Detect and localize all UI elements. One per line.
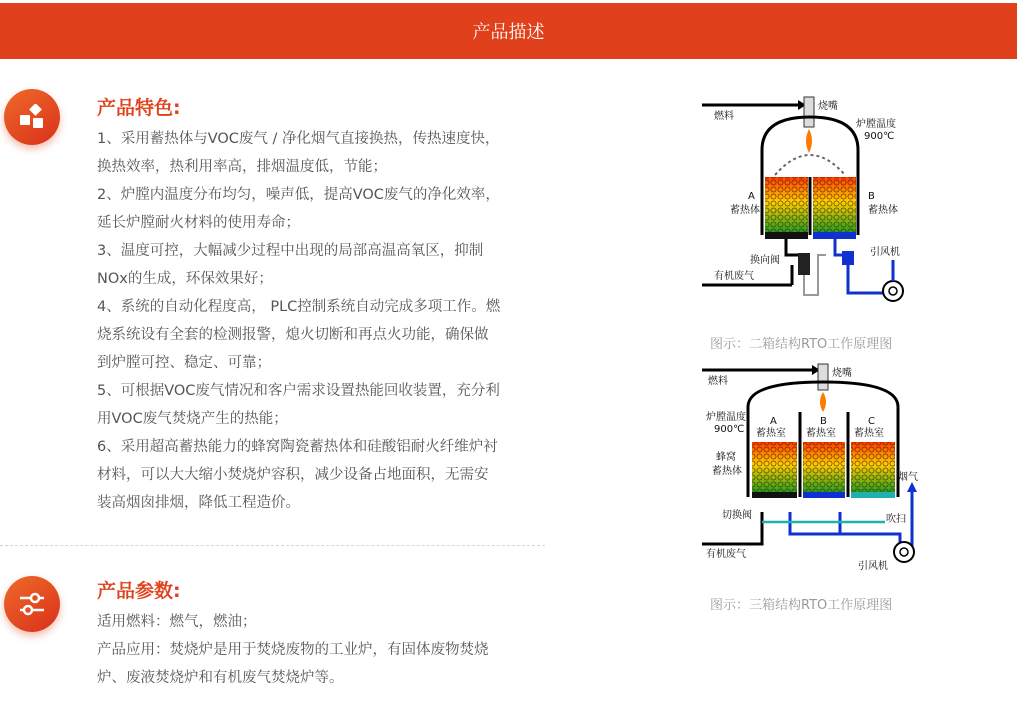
features-title: 产品特色: [97, 97, 181, 119]
param-line: 炉、废液焚烧炉和有机废气焚烧炉等。 [97, 670, 344, 686]
feature-line: 2、炉膛内温度分布均匀，噪声低，提高VOC废气的净化效率， [97, 187, 500, 203]
d2-regen-label: 蓄热体 [712, 466, 742, 477]
feature-line: 换热效率，热利用率高，排烟温度低，节能； [97, 159, 387, 175]
d1-regen-a-label: 蓄热体 [730, 205, 760, 216]
params-icon [4, 576, 60, 632]
param-line: 适用燃料：燃气，燃油； [97, 614, 257, 630]
d2-honeycomb-label: 蜂窝 [716, 452, 736, 463]
diagram1-caption: 图示：二箱结构RTO工作原理图 [710, 337, 893, 352]
d1-fuel-label: 燃料 [714, 111, 734, 122]
d2-fuel-label: 燃料 [708, 376, 728, 387]
params-list [97, 608, 552, 692]
sliders-icon [18, 592, 46, 616]
d1-a-label: A [748, 191, 755, 202]
section-header [0, 3, 1017, 59]
feature-line: 6、采用超高蓄热能力的蜂窝陶瓷蓄热体和硅酸铝耐火纤维炉衬 [97, 439, 498, 455]
d2-temp-value-label: 900℃ [714, 424, 745, 435]
d1-furnace-temp-label: 炉膛温度 [856, 119, 896, 130]
two-chamber-rto-diagram [700, 95, 915, 315]
features-list [97, 125, 552, 517]
param-line: 产品应用：焚烧炉是用于焚烧废物的工业炉，有固体废物焚烧 [97, 642, 489, 658]
d2-furnace-temp-label: 炉膛温度 [706, 412, 746, 423]
feature-line: 到炉膛可控、稳定、可靠； [97, 355, 271, 371]
feature-line: 延长炉膛耐火材料的使用寿命； [97, 215, 300, 231]
d2-chamber-c-label: 蓄热室 [854, 428, 884, 439]
d2-switch-valve-label: 切换阀 [722, 510, 752, 521]
d1-temp-value-label: 900℃ [864, 131, 895, 142]
d2-waste-gas-label: 有机废气 [706, 549, 746, 560]
feature-line: 1、采用蓄热体与VOC废气 / 净化烟气直接换热，传热速度快， [97, 131, 500, 147]
d2-chimney-label: 烟气 [898, 472, 918, 483]
feature-line: 用VOC废气焚烧产生的热能； [97, 411, 288, 427]
feature-line: 3、温度可控，大幅减少过程中出现的局部高温高氧区，抑制 [97, 243, 484, 259]
feature-line: 5、可根据VOC废气情况和客户需求设置热能回收装置，充分利 [97, 383, 500, 399]
d2-purge-label: 吹扫 [886, 514, 906, 525]
feature-line: 装高烟囱排烟，降低工程造价。 [97, 495, 300, 511]
d2-c-label: C [868, 416, 875, 427]
d2-chamber-a-label: 蓄热室 [756, 428, 786, 439]
params-title: 产品参数: [97, 580, 181, 602]
section-divider [0, 545, 545, 546]
section-header-title: 产品描述 [472, 22, 545, 43]
d1-b-label: B [868, 191, 875, 202]
feature-line: 4、系统的自动化程度高， PLC控制系统自动完成多项工作。燃 [97, 299, 501, 315]
d2-fan-label: 引风机 [858, 561, 888, 572]
d2-chamber-b-label: 蓄热室 [806, 428, 836, 439]
feature-line: NOx的生成，环保效果好； [97, 271, 273, 287]
feature-line: 材料，可以大大缩小焚烧炉容积，减少设备占地面积，无需安 [97, 467, 489, 483]
grid-shapes-icon [19, 104, 45, 130]
d2-a-label: A [770, 416, 777, 427]
d2-burner-label: 烧嘴 [832, 368, 852, 379]
d1-fan-label: 引风机 [870, 247, 900, 258]
d1-waste-gas-label: 有机废气 [714, 271, 754, 282]
d1-burner-label: 烧嘴 [818, 101, 838, 112]
d1-regen-b-label: 蓄热体 [868, 205, 898, 216]
features-icon [4, 89, 60, 145]
diagram2-caption: 图示：三箱结构RTO工作原理图 [710, 598, 893, 613]
feature-line: 烧系统设有全套的检测报警，熄火切断和再点火功能，确保做 [97, 327, 489, 343]
three-chamber-rto-diagram [700, 362, 922, 574]
d1-valve-label: 换向阀 [750, 255, 780, 266]
d2-b-label: B [820, 416, 827, 427]
